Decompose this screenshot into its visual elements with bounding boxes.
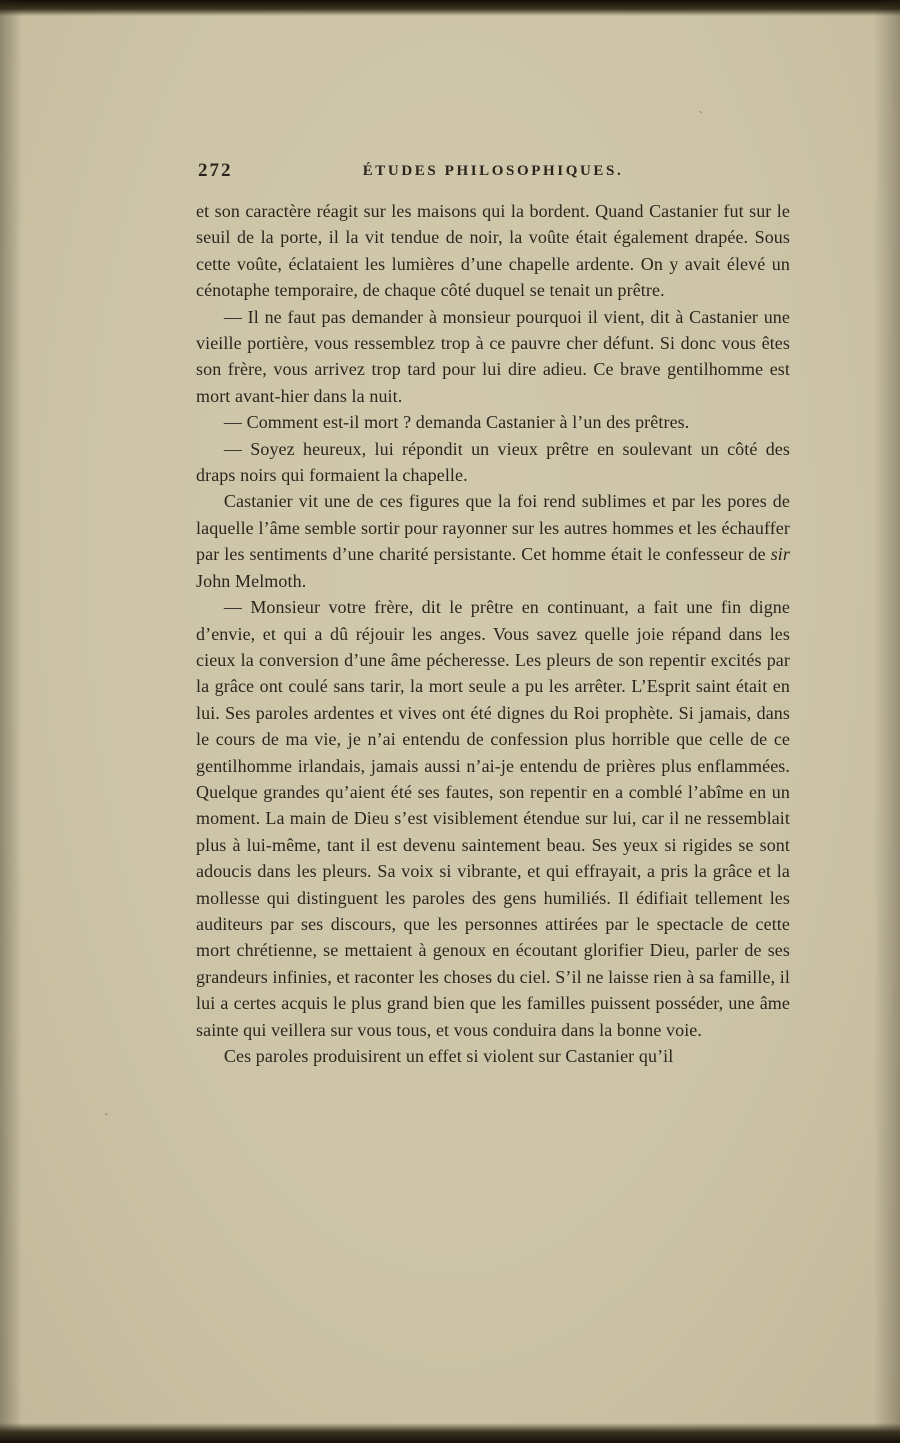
paragraph: et son caractère réagit sur les maisons qui la bordent. Quand Castanier fut sur le seuil de la porte, il la vit tendue de noir, la voûte était également drapée. Sous cette voûte, éclataient les lumières d’une chapelle ardente. On y avait élevé un cénotaphe temporaire, de chaque côté duquel se tenait un prêtre. [196, 201, 790, 301]
paragraph: — Soyez heureux, lui répondit un vieux prêtre en soulevant un côté des draps noirs qui formaient la chapelle. [196, 438, 790, 486]
paragraph [196, 488, 790, 594]
page-edge-shadow-left [0, 0, 22, 1443]
scan-artifact-mark: ` [102, 1109, 114, 1126]
page-edge-shadow-top [0, 0, 900, 16]
page-edge-shadow-right [874, 0, 900, 1443]
page-number: 272 [198, 160, 233, 181]
scan-artifact-mark: ` [697, 107, 707, 124]
paragraph: — Il ne faut pas demander à monsieur pourquoi il vient, dit à Castanier une vieille portière, vous ressemblez trop à ce pauvre cher défunt. Si donc vous êtes son frère, vous arrivez trop tard pour lui dire adieu. Ce brave gentilhomme est mort avant-hier dans la nuit. [196, 306, 790, 406]
page-body [196, 198, 790, 1069]
paragraph-text: John Melmoth. [196, 570, 307, 591]
running-title: ÉTUDES PHILOSOPHIQUES. [362, 163, 624, 179]
page-header [196, 160, 790, 188]
paragraph: — Comment est-il mort ? demanda Castanier à l’un des prêtres. [223, 412, 690, 433]
page-edge-shadow-bottom [0, 1423, 900, 1443]
printed-page-content [196, 160, 790, 1069]
paragraph-text: Castanier vit une de ces figures que la foi rend sublimes et par les pores de laquelle l’âme semble sortir pour rayonner sur les autres hommes et les échauffer par les sentiments d’une charité persistante. Cet homme était le confesseur de [196, 491, 790, 565]
italic-word: sir [770, 544, 790, 565]
paragraph: Ces paroles produisirent un effet si violent sur Castanier qu’il [223, 1046, 674, 1066]
paragraph: — Monsieur votre frère, dit le prêtre en continuant, a fait une fin digne d’envie, et qui a dû réjouir les anges. Vous savez quelle joie répand dans les cieux la conversion d’une âme pécheresse. Les pleurs de son repentir excités par la grâce ont coulé sans tarir, la mort seule a pu les arrêter. L’Esprit saint était en lui. Ses paroles ardentes et vives ont été dignes du Roi prophète. Si jamais, dans le cours de ma vie, je n’ai entendu de confession plus horrible que celle de ce gentilhomme irlandais, jamais aussi n’ai-je entendu de prières plus enflammées. Quelque grandes qu’aient été ses fautes, son repentir en a comblé l’abîme en un moment. La main de Dieu s’est visiblement étendue sur lui, car il ne ressemblait plus à lui-même, tant il est devenu saintement beau. Ses yeux si rigides se sont adoucis dans les pleurs. Sa voix si vibrante, et qui effrayait, a pris la grâce et la mollesse qui distinguent les paroles des gens humiliés. Il édifiait tellement les auditeurs par ses discours, que les personnes attirées par le spectacle de cette mort chrétienne, se mettaient à genoux en écoutant glorifier Dieu, parler de ses grandeurs infinies, et raconter les choses du ciel. S’il ne laisse rien à sa famille, il lui a certes acquis le plus grand bien que les familles puissent posséder, une âme sainte qui veillera sur vous tous, et vous conduira dans la bonne voie. [196, 597, 790, 1040]
